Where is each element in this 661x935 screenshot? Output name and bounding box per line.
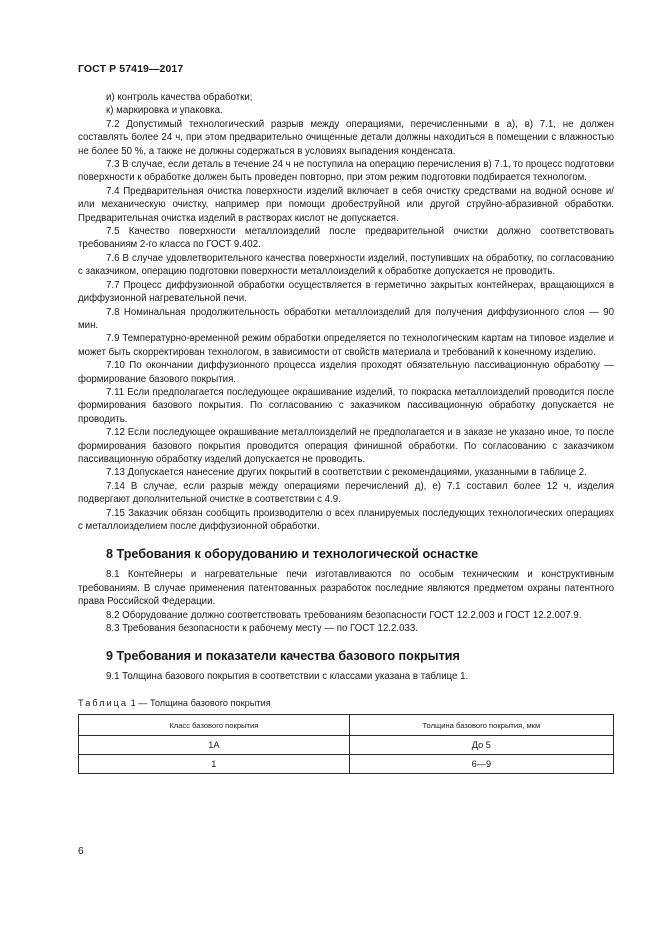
paragraph: и) контроль качества обработки; bbox=[106, 92, 253, 103]
table-header-thickness: Толщина базового покрытия, мкм bbox=[349, 715, 613, 736]
paragraph: 7.3 В случае, если деталь в течение 24 ч не поступила на операцию перечисления в) 7.1, то процесс подготовки поверхности к обработке должен быть проведен повторно, при этом режим подготовки подбирается технологом. bbox=[78, 159, 614, 184]
table-row bbox=[79, 736, 614, 755]
section-7-paragraphs bbox=[78, 91, 614, 533]
table-row bbox=[79, 755, 614, 774]
section-9-paragraphs bbox=[78, 670, 614, 683]
table-cell-thickness: 6—9 bbox=[349, 755, 613, 774]
section-8-heading: 8 Требования к оборудованию и технологической оснастке bbox=[106, 547, 479, 562]
section-9-heading: 9 Требования и показатели качества базового покрытия bbox=[106, 649, 460, 664]
paragraph: 9.1 Толщина базового покрытия в соответствии с классами указана в таблице 1. bbox=[106, 671, 469, 683]
paragraph: 7.13 Допускается нанесение других покрытий в соответствии с рекомендациями, указанными в таблице 2. bbox=[106, 467, 587, 479]
paragraph: 7.2 Допустимый технологический разрыв между операциями, перечисленными в а), в) 7.1, не должен составлять более 24 ч, при этом предварительно очищенные детали должны находиться в помещении с влажностью не более 50 %, а также не должны содержаться в условиях выпадения конденсата. bbox=[78, 118, 614, 157]
paragraph: 7.11 Если предполагается последующее окрашивание изделий, то покраска металлоизделий проводится после формирования базового покрытия. По согласованию с заказчиком пассивационную обработку допускается не проводить. bbox=[78, 386, 614, 425]
paragraph: 7.5 Качество поверхности металлоизделий после предварительной очистки должно соответствовать требованиям 2-го класса по ГОСТ 9.402. bbox=[78, 226, 614, 251]
section-8-paragraphs bbox=[78, 568, 614, 635]
paragraph: к) маркировка и упаковка. bbox=[106, 105, 223, 117]
table-header-row bbox=[79, 715, 614, 736]
table-cell-class: 1 bbox=[79, 755, 350, 774]
table-caption bbox=[78, 697, 614, 710]
paragraph: 7.12 Если последующее окрашивание металлоизделий не предполагается и в заказе не указано иное, то после формирования базового покрытия проводится операция финишной обработки. По согласованию с заказчиком пассивационную обработку изделий допускается не проводить. bbox=[78, 427, 614, 465]
document-header: ГОСТ Р 57419—2017 bbox=[78, 63, 184, 75]
paragraph: 7.8 Номинальная продолжительность обработки металлоизделий для получения диффузионного слоя — 90 мин. bbox=[78, 306, 614, 331]
coating-thickness-table bbox=[78, 714, 614, 774]
table-caption-title: 1 — Толщина базового покрытия bbox=[130, 697, 271, 708]
paragraph: 7.10 По окончании диффузионного процесса изделия проходят обязательную пассивационную обработку — формирование базового покрытия. bbox=[78, 360, 614, 385]
paragraph: 8.2 Оборудование должно соответствовать требованиям безопасности ГОСТ 12.2.003 и ГОСТ 12.2.007.9. bbox=[106, 609, 582, 621]
paragraph: 7.14 В случае, если разрыв между операциями перечислений д), е) 7.1 составил более 12 ч, изделия подвергают дополнительной очистке в соответствии с 4.9. bbox=[78, 480, 614, 506]
paragraph: 7.7 Процесс диффузионной обработки осуществляется в герметично закрытых контейнерах, вращающихся в диффузионной нагревательной печи. bbox=[78, 279, 614, 305]
page-number: 6 bbox=[78, 846, 84, 857]
paragraph: 8.1 Контейнеры и нагревательные печи изготавливаются по особым техническим и конструктивным требованиям. В случае применения патентованных разработок последние являются предметом охраны патентного права Российской Федерации. bbox=[78, 569, 614, 608]
table-cell-class: 1А bbox=[79, 736, 350, 755]
paragraph: 7.9 Температурно-временной режим обработки определяется по технологическим картам на типовое изделие и может быть скорректирован технологом, в зависимости от свойств материала и требований к конечному изделию. bbox=[78, 333, 614, 358]
table-cell-thickness: До 5 bbox=[349, 736, 613, 755]
paragraph: 7.4 Предварительная очистка поверхности изделий включает в себя очистку средствами на водной основе и/или механическую очистку, например при помощи дробеструйной или другой струйно-абразивной обработки. Предварительная очистка изделий в растворах кислот не допускается. bbox=[78, 185, 614, 224]
paragraph: 7.6 В случае удовлетворительного качества поверхности изделий, поступивших на обработку, по согласованию с заказчиком, операцию подготовки поверхности металлоизделий к обработке допускается не проводить. bbox=[78, 252, 614, 278]
table-caption-prefix: Таблица bbox=[78, 697, 129, 708]
paragraph: 8.3 Требования безопасности к рабочему месту — по ГОСТ 12.2.033. bbox=[106, 623, 418, 635]
table-header-class: Класс базового покрытия bbox=[79, 715, 350, 736]
paragraph: 7.15 Заказчик обязан сообщить производителю о всех планируемых последующих технологических операциях с металлоизделием после диффузионной обработки. bbox=[78, 507, 614, 532]
page-content bbox=[78, 91, 614, 774]
